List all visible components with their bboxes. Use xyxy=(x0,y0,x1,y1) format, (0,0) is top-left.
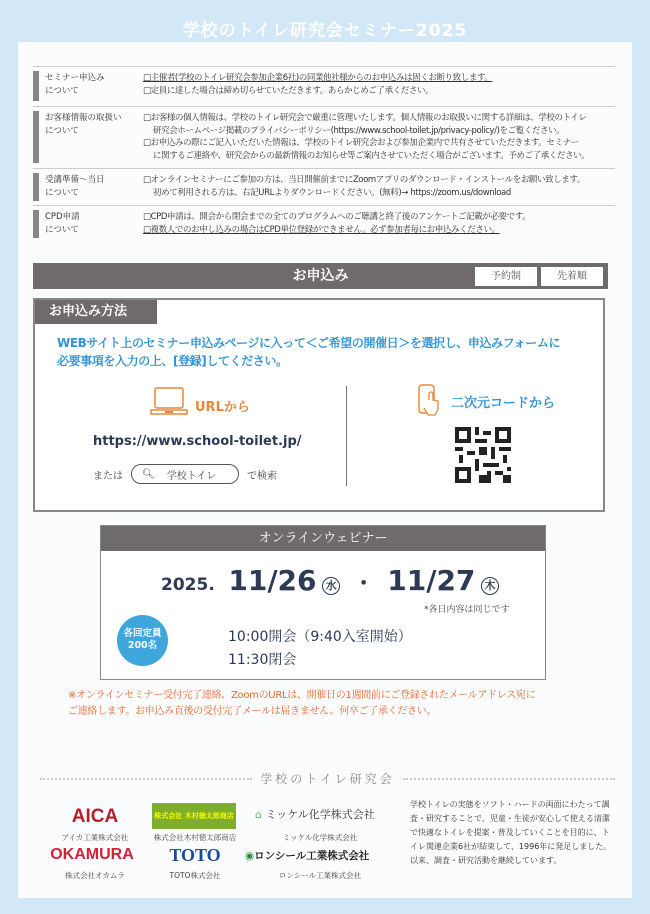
open-time: 10:00開会（9:40入室開始） xyxy=(228,629,412,645)
note-line: □お客様の個人情報は、学校のトイレ研究会で厳重に管理いたします。個人情報のお取扱いに関する詳細は、学校のトイレ xyxy=(143,113,587,123)
qr-code[interactable] xyxy=(455,426,511,484)
row-label: について xyxy=(45,125,79,136)
search-suffix: で検索 xyxy=(247,470,277,482)
lonseal-logo xyxy=(245,848,395,863)
note-line: □主催者(学校のトイレ研究会参加企業6社)の同業他社様からのお申込みは固くお断り致します。 xyxy=(143,73,493,83)
weekday-2: 木 xyxy=(481,577,499,595)
schedule xyxy=(228,626,412,672)
row-label: お客様情報の取扱い xyxy=(45,113,122,123)
row-label: セミナー申込み xyxy=(45,73,105,83)
capacity-value: 200名 xyxy=(127,640,158,651)
note-line: □定員に達した場合は締め切らせていただきます。あらかじめご了承ください。 xyxy=(143,85,434,96)
lonseal-logo-text: ロンシール工業株式会社 xyxy=(254,850,370,862)
company-name: 株式会社オカムラ xyxy=(65,871,125,880)
footer-org-heading xyxy=(40,770,615,787)
row-label: 受講準備～当日 xyxy=(45,175,105,185)
instructions xyxy=(57,334,602,370)
instruction-line: WEBサイト上のセミナー申込みページに入って＜ご希望の開催日＞を選択し、申込みフォームに xyxy=(57,336,561,350)
row-label: について xyxy=(45,187,79,198)
weekday-1: 水 xyxy=(322,577,340,595)
company-name: ロンシール工業株式会社 xyxy=(278,871,362,880)
note-row-cpd xyxy=(33,205,615,239)
note-line: □CPD申請は、開会から閉会までの全てのプログラムへのご聴講と終了後のアンケートご記載が必要です。 xyxy=(143,212,531,222)
row-bar xyxy=(33,71,39,101)
date-2: 11/27 xyxy=(387,564,476,597)
org-name: 学校のトイレ研究会 xyxy=(260,772,395,786)
or-text: または xyxy=(93,470,123,482)
row-label: について xyxy=(45,85,79,96)
divider xyxy=(346,386,347,486)
search-term: 学校トイレ xyxy=(166,470,217,482)
webinar-dates xyxy=(161,564,499,602)
note-row-preparation xyxy=(33,168,615,204)
mickel-logo xyxy=(255,806,395,822)
zoom-notice xyxy=(68,688,628,720)
notice-line: ※オンラインセミナー受付完了連絡、ZoomのURLは、開催日の1週間前にご登録されたメールアドレス宛に xyxy=(68,690,536,701)
company-name: ミッケル化学株式会社 xyxy=(282,833,358,842)
row-bar xyxy=(33,210,39,238)
mickel-logo-text: ミッケル化学株式会社 xyxy=(265,808,375,821)
row-bar xyxy=(33,111,39,163)
first-come-tag: 先着順 xyxy=(541,267,603,286)
webinar-heading: オンラインウェビナー xyxy=(101,526,545,551)
kimura-logo: 株式会社 木村徳太郎商店 xyxy=(152,803,236,829)
application-method-box xyxy=(33,298,605,512)
laptop-icon xyxy=(150,386,188,418)
row-label: CPD申請 xyxy=(45,212,80,222)
search-hint xyxy=(93,464,277,484)
note-line: □複数人でのお申し込みの場合はCPD単位登録ができません。必ず参加者毎にお申込みください。 xyxy=(143,224,500,235)
note-line: に関するご連絡や、研究会からの最新情報のお知らせ等ご案内させていただく場合がございます。予めご了承ください。 xyxy=(153,150,590,161)
company-name: アイカ工業株式会社 xyxy=(61,833,129,842)
row-label: について xyxy=(45,224,79,235)
house-icon: ⌂ xyxy=(255,808,262,821)
instruction-line: 必要事項を入力の上、[登録]してください。 xyxy=(57,354,288,368)
note-line: □オンラインセミナーにご参加の方は、当日開催前までにZoomアプリのダウンロード・インストールをお願い致します。 xyxy=(143,175,585,185)
webinar-box xyxy=(100,525,546,680)
page-title: 学校のトイレ研究会セミナー2025 xyxy=(182,21,468,41)
year: 2025. xyxy=(161,575,215,595)
note-row-application xyxy=(33,66,615,106)
wave-divider xyxy=(40,778,252,780)
qr-heading: 二次元コードから xyxy=(451,396,556,411)
url-heading: URLから xyxy=(195,400,250,415)
apply-header xyxy=(33,263,608,289)
capacity-label: 各回定員 xyxy=(123,628,162,639)
toto-logo: TOTO xyxy=(169,845,221,865)
aica-logo: AICA xyxy=(71,806,119,827)
okamura-logo: OKAMURA xyxy=(50,846,134,863)
note-line[interactable]: 初めて利用される方は、右記URLよりダウンロードください。(無料)→ https://zoom.us/download xyxy=(153,187,511,198)
note-line: □お申込みの際にご記入いただいた情報は、学校のトイレ研究会および参加企業内で共有させていただきます。セミナー xyxy=(143,138,579,148)
apply-heading: お申込み xyxy=(292,268,349,284)
capacity-badge xyxy=(117,615,168,666)
search-icon: 🔍︎ xyxy=(142,468,155,480)
note-line[interactable]: 研究会ホームページ掲載のプライバシーポリシー(https://www.school-toilet.jp/privacy-policy/)をご覧ください。 xyxy=(153,125,565,136)
same-content-note: *各日内容は同じです xyxy=(424,605,510,615)
lonseal-mark-icon: ◉ xyxy=(245,850,255,862)
org-description: 学校トイレの実態をソフト・ハードの両面にわたって調査・研究することで、児童・生徒が安心して使える清潔で快適なトイレを提案・普及していくことを目的に、トイレ関連企業6社が結束して、1996年に発足しました。以来、調査・研究活動を継続しています。 xyxy=(410,800,612,865)
method-tab: お申込み方法 xyxy=(35,300,157,324)
phone-tap-icon xyxy=(417,384,443,418)
date-separator: ・ xyxy=(353,571,374,595)
close-time: 11:30閉会 xyxy=(228,652,297,668)
row-bar xyxy=(33,173,39,201)
website-url[interactable]: https://www.school-toilet.jp/ xyxy=(93,434,302,449)
date-1: 11/26 xyxy=(228,564,317,597)
company-name: TOTO株式会社 xyxy=(169,871,221,880)
notice-line: ご連絡します。お申込み直後の受付完了メールは届きません。何卒ご了承ください。 xyxy=(68,706,437,717)
reservation-tag: 予約制 xyxy=(475,267,537,286)
company-name: 株式会社木村徳太郎商店 xyxy=(153,833,237,842)
wave-divider xyxy=(403,778,615,780)
note-row-privacy xyxy=(33,106,615,166)
search-box[interactable] xyxy=(131,464,239,484)
